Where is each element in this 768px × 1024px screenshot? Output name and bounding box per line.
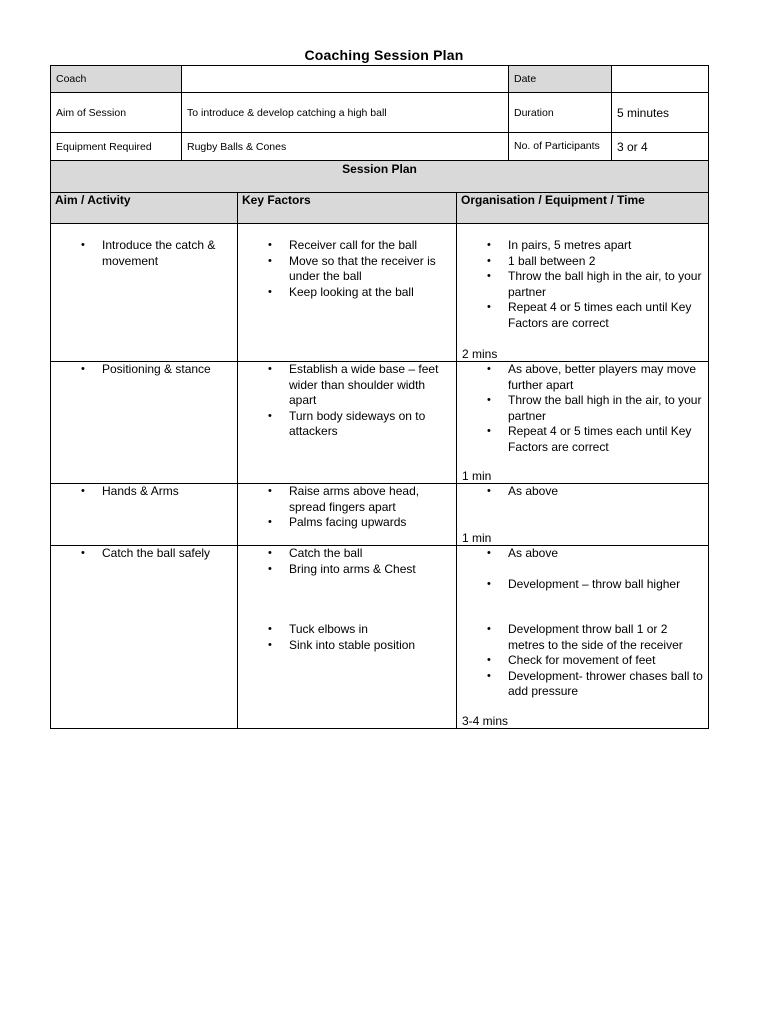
time-label: 1 min [462, 469, 492, 483]
key-factor-item: • Move so that the receiver is under the ball [242, 254, 452, 285]
duration-label: Duration [509, 93, 612, 133]
session-plan-title-row [51, 161, 709, 193]
participants-value: 3 or 4 [612, 133, 709, 161]
organisation-cell [457, 484, 709, 546]
aim-label: Aim of Session [51, 93, 182, 133]
session-info-table [50, 65, 709, 161]
organisation-item: • Development – throw ball higher [461, 577, 704, 593]
organisation-item: • Repeat 4 or 5 times each until Key Factors are correct [461, 300, 704, 331]
organisation-item: • As above, better players may move further apart [461, 362, 704, 393]
key-factors-cell [238, 362, 457, 484]
key-factors-cell [238, 484, 457, 546]
key-factor-item: • Sink into stable position [242, 638, 452, 654]
header-key-factors: Key Factors [238, 193, 457, 224]
organisation-cell [457, 224, 709, 362]
key-factor-item: • Catch the ball [242, 546, 452, 562]
activity-item: • Positioning & stance [55, 362, 233, 378]
plan-row-2 [51, 362, 709, 484]
equipment-label: Equipment Required [51, 133, 182, 161]
key-factors-cell [238, 224, 457, 362]
organisation-item: • 1 ball between 2 [461, 254, 704, 270]
organisation-item: • Development- thrower chases ball to add pressure [461, 669, 704, 700]
activity-item: • Hands & Arms [55, 484, 233, 500]
equipment-value: Rugby Balls & Cones [182, 133, 509, 161]
time-label: 3-4 mins [462, 714, 509, 728]
organisation-cell [457, 546, 709, 729]
organisation-item: • Development throw ball 1 or 2 metres to the side of the receiver [461, 622, 704, 653]
plan-row-1 [51, 224, 709, 362]
organisation-item: • Throw the ball high in the air, to your partner [461, 269, 704, 300]
spacer [461, 562, 704, 577]
coach-label: Coach [51, 66, 182, 93]
organisation-item: • As above [461, 546, 704, 562]
key-factor-item: • Keep looking at the ball [242, 285, 452, 301]
key-factor-item: • Tuck elbows in [242, 622, 452, 638]
column-header-row [51, 193, 709, 224]
time-label: 1 min [462, 531, 492, 545]
organisation-item: • Check for movement of feet [461, 653, 704, 669]
organisation-item: • In pairs, 5 metres apart [461, 238, 704, 254]
aim-value: To introduce & develop catching a high ball [182, 93, 509, 133]
organisation-item: • Throw the ball high in the air, to your partner [461, 393, 704, 424]
spacer [461, 592, 704, 622]
activity-cell [51, 546, 238, 729]
spacer [242, 577, 452, 622]
organisation-item: • As above [461, 484, 704, 500]
key-factor-item: • Palms facing upwards [242, 515, 452, 531]
activity-cell [51, 484, 238, 546]
page-title: Coaching Session Plan [304, 47, 464, 63]
plan-row-3 [51, 484, 709, 546]
activity-item: • Introduce the catch & movement [55, 238, 233, 269]
key-factor-item: • Raise arms above head, spread fingers apart [242, 484, 452, 515]
organisation-item: • Repeat 4 or 5 times each until Key Factors are correct [461, 424, 704, 455]
key-factor-item: • Turn body sideways on to attackers [242, 409, 452, 440]
header-aim-activity: Aim / Activity [51, 193, 238, 224]
session-plan-table [50, 160, 709, 729]
date-label: Date [509, 66, 612, 93]
session-plan-title: Session Plan [51, 161, 709, 193]
activity-cell [51, 362, 238, 484]
key-factor-item: • Receiver call for the ball [242, 238, 452, 254]
duration-value: 5 minutes [612, 93, 709, 133]
organisation-cell [457, 362, 709, 484]
date-field[interactable] [612, 66, 709, 93]
activity-cell [51, 224, 238, 362]
plan-row-4 [51, 546, 709, 729]
time-label: 2 mins [462, 347, 498, 361]
participants-label: No. of Participants [509, 133, 612, 161]
activity-item: • Catch the ball safely [55, 546, 233, 562]
info-row-coach [51, 66, 709, 93]
key-factor-item: • Establish a wide base – feet wider than shoulder width apart [242, 362, 452, 409]
key-factor-item: • Bring into arms & Chest [242, 562, 452, 578]
header-organisation: Organisation / Equipment / Time [457, 193, 709, 224]
info-row-aim [51, 93, 709, 133]
key-factors-cell [238, 546, 457, 729]
info-row-equipment [51, 133, 709, 161]
coach-field[interactable] [182, 66, 509, 93]
